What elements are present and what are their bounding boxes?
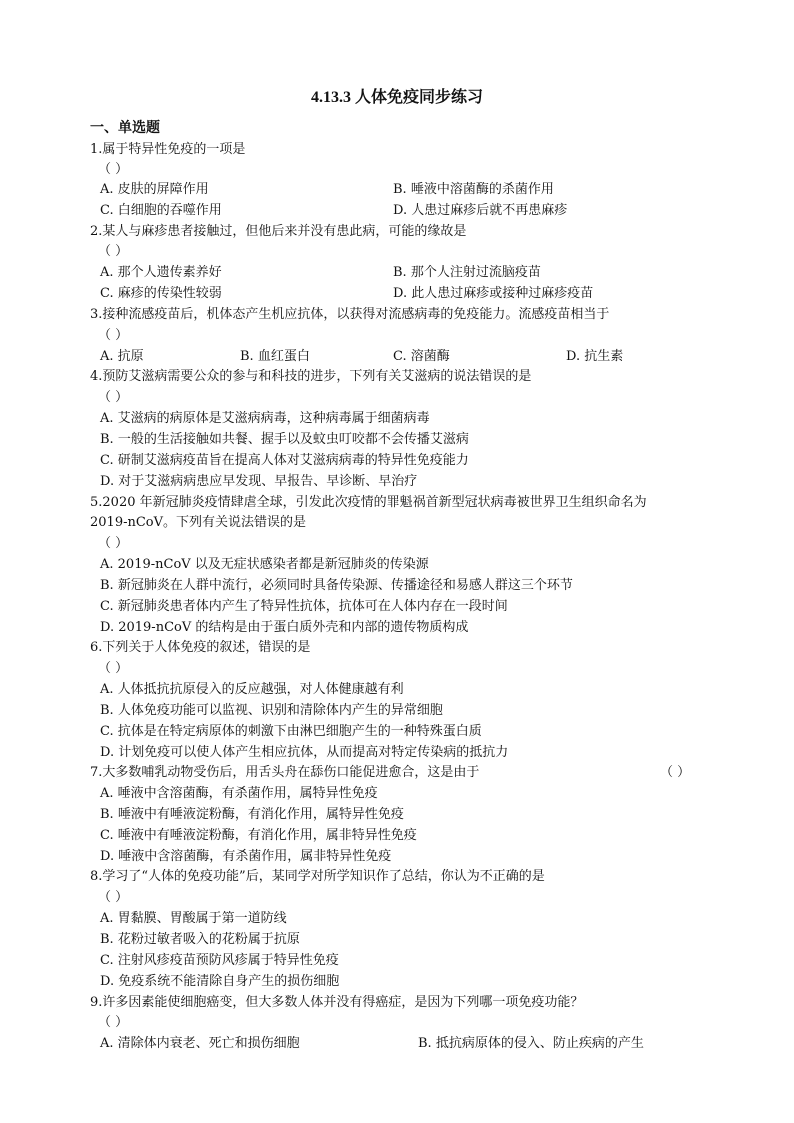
question-9-option-a: A. 清除体内衰老、死亡和损伤细胞 (100, 1036, 300, 1051)
question-4-option-c: C. 研制艾滋病疫苗旨在提高人体对艾滋病病毒的特异性免疫能力 (100, 453, 469, 468)
question-5-option-a: A. 2019-nCoV 以及无症状感染者都是新冠肺炎的传染源 (100, 557, 429, 572)
question-5-option-d: D. 2019-nCoV 的结构是由于蛋白质外壳和内部的遗传物质构成 (100, 620, 469, 635)
question-3-option-a: A. 抗原 (100, 349, 144, 364)
question-4-stem: 4.预防艾滋病需要公众的参与和科技的进步，下列有关艾滋病的说法错误的是 (90, 369, 532, 384)
question-4-option-a: A. 艾滋病的病原体是艾滋病病毒，这种病毒属于细菌病毒 (100, 411, 430, 426)
section-heading: 一、单选题 (90, 120, 160, 136)
question-8-option-b: B. 花粉过敏者吸入的花粉属于抗原 (100, 932, 300, 947)
question-3-option-d: D. 抗生素 (566, 349, 624, 364)
question-2-option-a: A. 那个人遗传素养好 (100, 265, 222, 280)
page-title: 4.13.3 人体免疫同步练习 (310, 89, 483, 106)
answer-paren: （ ） (98, 162, 129, 177)
question-9-option-b: B. 抵抗病原体的侵入、防止疾病的产生 (418, 1036, 644, 1051)
answer-paren: （ ） (98, 661, 129, 676)
question-1-option-d: D. 人患过麻疹后就不再患麻疹 (393, 203, 568, 218)
question-6-option-a: A. 人体抵抗抗原侵入的反应越强，对人体健康越有利 (100, 682, 404, 697)
question-2-option-b: B. 那个人注射过流脑疫苗 (393, 265, 541, 280)
question-7-option-b: B. 唾液中有唾液淀粉酶，有消化作用，属特异性免疫 (100, 807, 404, 822)
answer-paren: （ ） (98, 244, 129, 259)
question-8-option-c: C. 注射风疹疫苗预防风疹属于特异性免疫 (100, 953, 339, 968)
question-6-option-c: C. 抗体是在特定病原体的刺激下由淋巴细胞产生的一种特殊蛋白质 (100, 724, 482, 739)
answer-paren: （ ） (98, 1015, 129, 1030)
question-7-option-c: C. 唾液中有唾液淀粉酶，有消化作用，属非特异性免疫 (100, 828, 417, 843)
question-8-stem: 8.学习了“人体的免疫功能”后，某同学对所学知识作了总结，你认为不正确的是 (90, 869, 545, 884)
question-5-option-b: B. 新冠肺炎在人群中流行，必须同时具备传染源、传播途径和易感人群这三个环节 (100, 578, 573, 593)
question-2-option-d: D. 此人患过麻疹或接种过麻疹疫苗 (393, 286, 594, 301)
question-7-option-d: D. 唾液中含溶菌酶，有杀菌作用，属非特异性免疫 (100, 849, 392, 864)
question-2-option-c: C. 麻疹的传染性较弱 (100, 286, 222, 301)
question-9-stem: 9.许多因素能使细胞癌变，但大多数人体并没有得癌症，是因为下列哪一项免疫功能？ (90, 995, 584, 1010)
answer-paren: （ ） (98, 390, 129, 405)
question-3-stem: 3.接种流感疫苗后，机体态产生机应抗体，以获得对流感病毒的免疫能力。流感疫苗相当于 (90, 307, 610, 322)
question-5-stem: 5.2020 年新冠肺炎疫情肆虐全球，引发此次疫情的罪魁祸首新型冠状病毒被世界卫生组织命名为 (90, 495, 647, 510)
question-7-stem: 7.大多数哺乳动物受伤后，用舌头舟在舔伤口能促进愈合，这是由于 (90, 765, 480, 780)
question-3-option-c: C. 溶菌酶 (393, 349, 450, 364)
question-3-option-b: B. 血红蛋白 (240, 349, 310, 364)
answer-paren: （ ） (98, 328, 129, 343)
question-6-option-b: B. 人体免疫功能可以监视、识别和清除体内产生的异常细胞 (100, 703, 443, 718)
question-6-option-d: D. 计划免疫可以使人体产生相应抗体，从而提高对特定传染病的抵抗力 (100, 745, 509, 760)
answer-paren: （ ） (98, 890, 129, 905)
question-5-option-c: C. 新冠肺炎患者体内产生了特异性抗体，抗体可在人体内存在一段时间 (100, 599, 508, 614)
question-1-option-a: A. 皮肤的屏障作用 (100, 182, 209, 197)
question-8-option-a: A. 胃黏膜、胃酸属于第一道防线 (100, 911, 287, 926)
question-1-option-c: C. 白细胞的吞噬作用 (100, 203, 222, 218)
question-2-stem: 2.某人与麻疹患者接触过，但他后来并没有患此病，可能的缘故是 (90, 224, 467, 239)
question-4-option-b: B. 一般的生活接触如共餐、握手以及蚊虫叮咬都不会传播艾滋病 (100, 432, 469, 447)
question-7-option-a: A. 唾液中含溶菌酶，有杀菌作用，属特异性免疫 (100, 786, 378, 801)
answer-paren: （ ） (660, 765, 691, 780)
question-6-stem: 6.下列关于人体免疫的叙述，错误的是 (90, 640, 311, 655)
question-8-option-d: D. 免疫系统不能清除自身产生的损伤细胞 (100, 974, 340, 989)
answer-paren: （ ） (98, 536, 129, 551)
question-1-stem: 1.属于特异性免疫的一项是 (90, 142, 246, 157)
question-5-stem-continued: 2019-nCoV。下列有关说法错误的是 (90, 515, 307, 530)
question-1-option-b: B. 唾液中溶菌酶的杀菌作用 (393, 182, 554, 197)
question-4-option-d: D. 对于艾滋病病患应早发现、早报告、早诊断、早治疗 (100, 474, 418, 489)
